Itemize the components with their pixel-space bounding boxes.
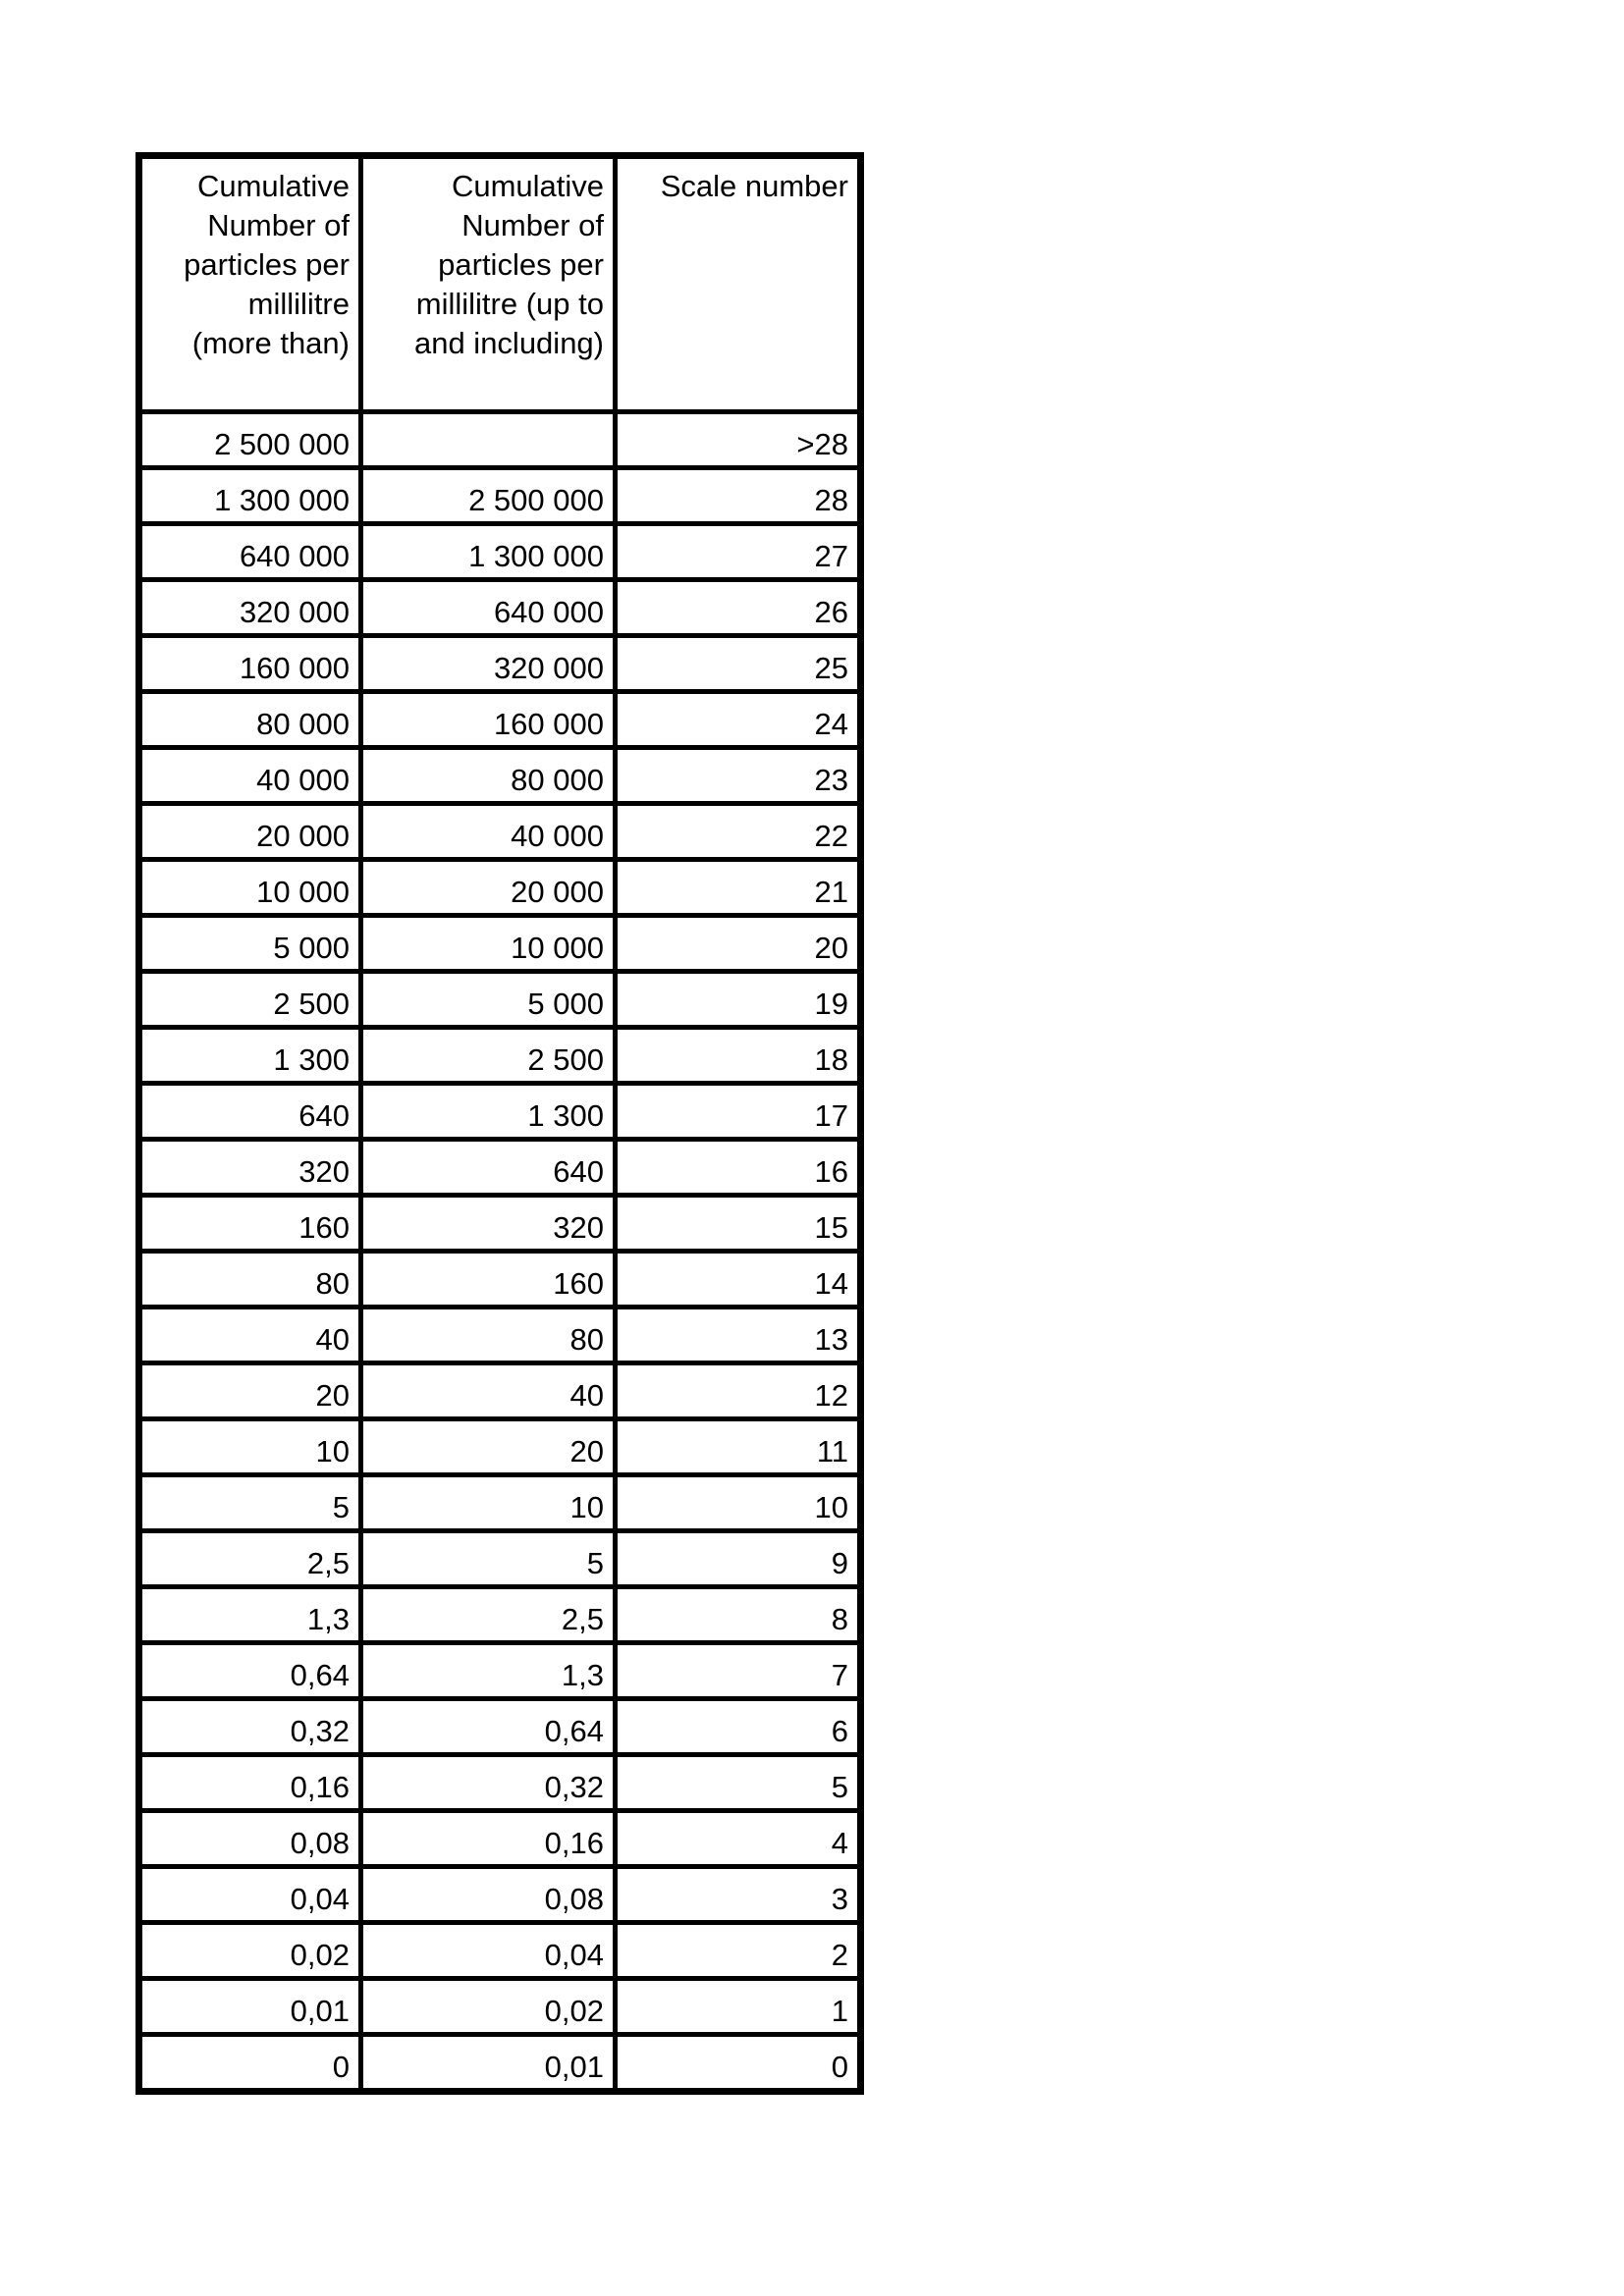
cell-more-than: 10 000 [139,860,361,916]
cell-up-to-including: 160 [361,1252,616,1308]
cell-up-to-including: 1 300 [361,1084,616,1140]
cell-up-to-including: 10 000 [361,916,616,972]
cell-up-to-including: 0,02 [361,1979,616,2035]
cell-up-to-including: 160 000 [361,692,616,748]
cell-more-than: 2 500 000 [139,412,361,468]
cell-more-than: 20 [139,1363,361,1419]
cell-scale-number: 10 [616,1475,861,1531]
table-row [139,1979,861,2035]
cell-scale-number: 12 [616,1363,861,1419]
header-line: particles per [438,247,604,282]
cell-up-to-including: 40 000 [361,804,616,860]
cell-scale-number: 23 [616,748,861,804]
table-row [139,1084,861,1140]
cell-scale-number: 1 [616,1979,861,2035]
cell-more-than: 2 500 [139,972,361,1028]
table-row [139,1643,861,1699]
cell-scale-number: 13 [616,1308,861,1363]
cell-more-than: 320 000 [139,580,361,636]
cell-more-than: 1 300 000 [139,468,361,524]
cell-more-than: 0,02 [139,1923,361,1979]
cell-up-to-including: 320 [361,1196,616,1252]
table-row [139,1140,861,1196]
cell-scale-number: 14 [616,1252,861,1308]
cell-more-than: 1 300 [139,1028,361,1084]
table-row [139,1923,861,1979]
table-row [139,1308,861,1363]
cell-up-to-including: 320 000 [361,636,616,692]
cell-scale-number: 0 [616,2035,861,2092]
cell-up-to-including: 1,3 [361,1643,616,1699]
cell-scale-number: 26 [616,580,861,636]
cell-more-than: 0 [139,2035,361,2092]
cell-scale-number: 22 [616,804,861,860]
cell-scale-number: 27 [616,524,861,580]
cell-scale-number: 25 [616,636,861,692]
header-line: Scale number [660,169,848,203]
cell-up-to-including: 40 [361,1363,616,1419]
header-line: and including) [413,326,604,360]
cell-more-than: 0,08 [139,1811,361,1867]
cell-more-than: 0,01 [139,1979,361,2035]
cell-scale-number: 6 [616,1699,861,1755]
cell-more-than: 5 000 [139,916,361,972]
cell-up-to-including: 0,64 [361,1699,616,1755]
cell-scale-number: 8 [616,1587,861,1643]
cell-scale-number: 15 [616,1196,861,1252]
table-row [139,972,861,1028]
cell-more-than: 40 000 [139,748,361,804]
cell-up-to-including: 5 000 [361,972,616,1028]
cell-more-than: 160 [139,1196,361,1252]
header-line: particles per [184,247,350,282]
header-line: Number of [207,208,350,242]
cell-up-to-including: 20 000 [361,860,616,916]
cell-more-than: 0,16 [139,1755,361,1811]
table-row [139,1811,861,1867]
cell-up-to-including: 0,16 [361,1811,616,1867]
table-row [139,1699,861,1755]
cell-up-to-including: 80 000 [361,748,616,804]
cell-more-than: 0,04 [139,1867,361,1923]
cell-more-than: 640 [139,1084,361,1140]
cell-up-to-including: 0,32 [361,1755,616,1811]
cell-scale-number: 16 [616,1140,861,1196]
cell-scale-number: 2 [616,1923,861,1979]
cell-more-than: 640 000 [139,524,361,580]
cell-up-to-including: 640 [361,1140,616,1196]
table-row [139,1363,861,1419]
table-row [139,916,861,972]
cell-scale-number: 18 [616,1028,861,1084]
table-row [139,1587,861,1643]
table-row [139,2035,861,2092]
cell-more-than: 2,5 [139,1531,361,1587]
table-row [139,1028,861,1084]
table-row [139,1196,861,1252]
cell-up-to-including [361,412,616,468]
header-line: Number of [461,208,604,242]
cell-more-than: 0,32 [139,1699,361,1755]
cell-scale-number: 3 [616,1867,861,1923]
cell-more-than: 20 000 [139,804,361,860]
cell-more-than: 10 [139,1419,361,1475]
table-row [139,580,861,636]
cell-more-than: 5 [139,1475,361,1531]
cell-up-to-including: 5 [361,1531,616,1587]
table-row [139,636,861,692]
header-cell-scale-number [616,156,861,412]
cell-scale-number: 17 [616,1084,861,1140]
cell-more-than: 160 000 [139,636,361,692]
table-row [139,748,861,804]
cell-scale-number: 24 [616,692,861,748]
table-row [139,524,861,580]
cell-up-to-including: 20 [361,1419,616,1475]
particle-scale-table [135,152,864,2095]
cell-more-than: 1,3 [139,1587,361,1643]
header-line: millilitre [247,287,350,321]
cell-up-to-including: 640 000 [361,580,616,636]
cell-scale-number: 5 [616,1755,861,1811]
cell-more-than: 80 [139,1252,361,1308]
table-row [139,1531,861,1587]
cell-up-to-including: 0,08 [361,1867,616,1923]
header-cell-more-than [139,156,361,412]
cell-scale-number: 28 [616,468,861,524]
header-line: millilitre (up to [415,287,604,321]
cell-scale-number: 4 [616,1811,861,1867]
table-row [139,692,861,748]
cell-scale-number: 7 [616,1643,861,1699]
table-row [139,1755,861,1811]
table-row [139,468,861,524]
cell-more-than: 40 [139,1308,361,1363]
cell-up-to-including: 0,04 [361,1923,616,1979]
table-row [139,1419,861,1475]
cell-up-to-including: 10 [361,1475,616,1531]
cell-up-to-including: 80 [361,1308,616,1363]
cell-scale-number: 19 [616,972,861,1028]
table-row [139,1252,861,1308]
cell-scale-number: 9 [616,1531,861,1587]
table-row [139,860,861,916]
header-cell-up-to-including [361,156,616,412]
cell-scale-number: 20 [616,916,861,972]
cell-up-to-including: 2,5 [361,1587,616,1643]
cell-scale-number: 11 [616,1419,861,1475]
cell-up-to-including: 2 500 [361,1028,616,1084]
cell-scale-number: >28 [616,412,861,468]
cell-more-than: 80 000 [139,692,361,748]
cell-more-than: 320 [139,1140,361,1196]
table-row [139,412,861,468]
cell-more-than: 0,64 [139,1643,361,1699]
header-line: Cumulative [451,169,604,203]
header-line: Cumulative [196,169,350,203]
cell-up-to-including: 0,01 [361,2035,616,2092]
cell-up-to-including: 1 300 000 [361,524,616,580]
table-row [139,1475,861,1531]
header-line: (more than) [191,326,350,360]
table-row [139,1867,861,1923]
cell-scale-number: 21 [616,860,861,916]
table-row [139,804,861,860]
table-body [139,412,861,2092]
header-row [139,156,861,412]
cell-up-to-including: 2 500 000 [361,468,616,524]
